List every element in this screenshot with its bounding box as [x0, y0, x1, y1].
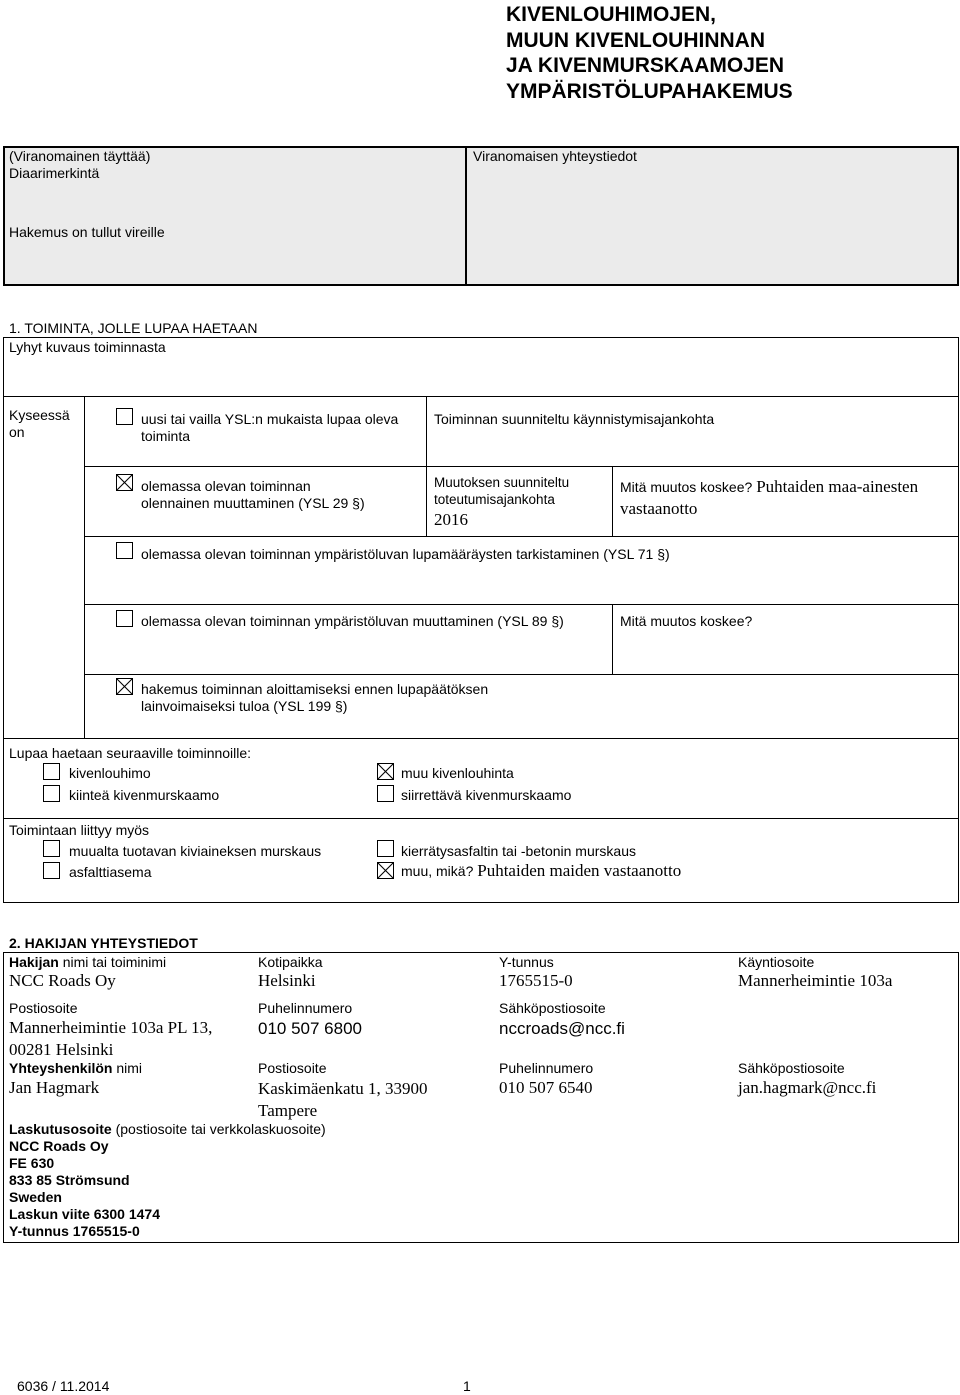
- short-description-label: Lyhyt kuvaus toiminnasta: [9, 339, 166, 355]
- row-divider: [84, 536, 959, 537]
- fixed-crusher-checkbox[interactable]: [43, 785, 60, 802]
- billing-line: NCC Roads Oy: [9, 1138, 109, 1154]
- asphalt-plant-label: asfalttiasema: [69, 864, 152, 880]
- row-divider: [84, 674, 959, 675]
- billing-line: Laskun viite 6300 1474: [9, 1206, 160, 1222]
- street-label: Käyntiosoite: [738, 954, 815, 970]
- title-line-2: MUUN KIVENLOUHINNAN: [506, 28, 765, 52]
- authority-box: [3, 146, 959, 286]
- email-value[interactable]: nccroads@ncc.fi: [499, 1019, 625, 1038]
- authority-contact-label: Viranomaisen yhteystiedot: [473, 148, 637, 164]
- contact-postal-value[interactable]: Kaskimäenkatu 1, 33900 Tampere: [258, 1079, 428, 1120]
- mobile-crusher-checkbox[interactable]: [377, 785, 394, 802]
- activities-label: Lupaa haetaan seuraaville toiminnoille:: [9, 745, 252, 761]
- billing-line: FE 630: [9, 1155, 55, 1171]
- phone-label: Puhelinnumero: [258, 1000, 353, 1016]
- new-permit-checkbox[interactable]: [116, 408, 133, 425]
- postal-label: Postiosoite: [9, 1000, 78, 1016]
- phone-value[interactable]: 010 507 6800: [258, 1019, 362, 1038]
- row-divider: [3, 738, 959, 739]
- essential-change-checkbox[interactable]: [116, 474, 133, 491]
- new-permit-label: uusi tai vailla YSL:n mukaista lupaa oleva toiminta: [141, 411, 399, 444]
- applicant-label: Hakijan nimi tai toiminimi: [9, 954, 167, 970]
- other-quarrying-checkbox[interactable]: [377, 763, 394, 780]
- applicant-value[interactable]: NCC Roads Oy: [9, 971, 116, 990]
- title-line-3: JA KIVENMURSKAAMOJEN: [506, 54, 785, 77]
- change-time-label: Muutoksen suunniteltu toteutumisajankohta: [434, 475, 570, 507]
- authority-filled-by: (Viranomainen täyttää): [9, 148, 151, 164]
- mobile-crusher-label: siirrettävä kivenmurskaamo: [401, 787, 572, 803]
- other-quarrying-label: muu kivenlouhinta: [401, 765, 514, 781]
- other-what-value[interactable]: Puhtaiden maiden vastaanotto: [477, 861, 682, 880]
- street-value[interactable]: Mannerheimintie 103a: [738, 971, 893, 990]
- domicile-label: Kotipaikka: [258, 954, 323, 970]
- planned-start-label: Toiminnan suunniteltu käynnistymisajankohta: [434, 411, 715, 427]
- contact-email-value[interactable]: jan.hagmark@ncc.fi: [738, 1078, 877, 1097]
- modify-permit-checkbox[interactable]: [116, 610, 133, 627]
- contact-postal-label: Postiosoite: [258, 1060, 327, 1076]
- title-line-4: YMPÄRISTÖLUPAHAKEMUS: [506, 79, 793, 103]
- contact-email-label: Sähköpostiosoite: [738, 1060, 845, 1076]
- modify-what-label: Mitä muutos koskee?: [620, 613, 753, 629]
- early-start-label: hakemus toiminnan aloittamiseksi ennen lupapäätöksen lainvoimaiseksi tuloa (YSL 199 §): [141, 681, 489, 714]
- col-divider: [612, 466, 613, 536]
- review-checkbox[interactable]: [116, 542, 133, 559]
- row-divider: [84, 604, 959, 605]
- what-change-value-2[interactable]: vastaanotto: [620, 499, 698, 518]
- other-what-label: muu, mikä?: [401, 863, 474, 879]
- business-id-label: Y-tunnus: [499, 954, 554, 970]
- case-col-divider: [84, 396, 85, 738]
- col-divider: [612, 604, 613, 674]
- early-start-checkbox[interactable]: [116, 678, 133, 695]
- page-number: 1: [463, 1378, 471, 1394]
- review-label: olemassa olevan toiminnan ympäristöluvan lupamääräysten tarkistaminen (YSL 71 §): [141, 546, 670, 562]
- section1-heading: 1. TOIMINTA, JOLLE LUPAA HAETAAN: [9, 320, 258, 336]
- diary-number-label: Diaarimerkintä: [9, 165, 100, 181]
- billing-address[interactable]: [9, 1138, 160, 1240]
- quarry-checkbox[interactable]: [43, 763, 60, 780]
- what-change-label: Mitä muutos koskee?: [620, 479, 753, 495]
- form-title: [506, 2, 793, 104]
- billing-label: Laskutusosoite (postiosoite tai verkkolaskuosoite): [9, 1121, 326, 1137]
- title-line-1: KIVENLOUHIMOJEN,: [506, 3, 717, 26]
- essential-change-label: olemassa olevan toiminnan olennainen muuttaminen (YSL 29 §): [141, 478, 365, 511]
- contact-value[interactable]: Jan Hagmark: [9, 1078, 100, 1097]
- asphalt-plant-checkbox[interactable]: [43, 862, 60, 879]
- other-checkbox[interactable]: [377, 862, 394, 879]
- change-time-value[interactable]: 2016: [434, 510, 468, 529]
- what-change-value-1[interactable]: Puhtaiden maa-ainesten: [756, 477, 919, 496]
- external-crushing-label: muualta tuotavan kiviaineksen murskaus: [69, 843, 322, 859]
- case-label: Kyseessä on: [9, 407, 70, 440]
- external-crushing-checkbox[interactable]: [43, 840, 60, 857]
- other-what-block: [401, 861, 681, 881]
- received-label: Hakemus on tullut vireille: [9, 224, 165, 240]
- postal-value[interactable]: Mannerheimintie 103a PL 13, 00281 Helsinki: [9, 1018, 213, 1059]
- contact-phone-value[interactable]: 010 507 6540: [499, 1078, 593, 1097]
- what-change-block: [620, 476, 955, 520]
- business-id-value[interactable]: 1765515-0: [499, 971, 573, 990]
- billing-line: Y-tunnus 1765515-0: [9, 1223, 140, 1239]
- quarry-label: kivenlouhimo: [69, 765, 151, 781]
- row-divider: [84, 466, 959, 467]
- billing-line: 833 85 Strömsund: [9, 1172, 130, 1188]
- billing-line: Sweden: [9, 1189, 62, 1205]
- contact-label: Yhteyshenkilön nimi: [9, 1060, 143, 1076]
- row-divider: [3, 396, 959, 397]
- fixed-crusher-label: kiinteä kivenmurskaamo: [69, 787, 220, 803]
- recycled-asphalt-checkbox[interactable]: [377, 840, 394, 857]
- authority-divider: [465, 146, 467, 286]
- row-divider: [3, 818, 959, 819]
- domicile-value[interactable]: Helsinki: [258, 971, 316, 990]
- modify-permit-label: olemassa olevan toiminnan ympäristöluvan muuttaminen (YSL 89 §): [141, 613, 564, 629]
- contact-phone-label: Puhelinnumero: [499, 1060, 594, 1076]
- section2-heading: 2. HAKIJAN YHTEYSTIEDOT: [9, 935, 198, 951]
- related-label: Toimintaan liittyy myös: [9, 822, 150, 838]
- email-label: Sähköpostiosoite: [499, 1000, 606, 1016]
- recycled-asphalt-label: kierrätysasfaltin tai -betonin murskaus: [401, 843, 636, 859]
- form-code: 6036 / 11.2014: [17, 1378, 110, 1394]
